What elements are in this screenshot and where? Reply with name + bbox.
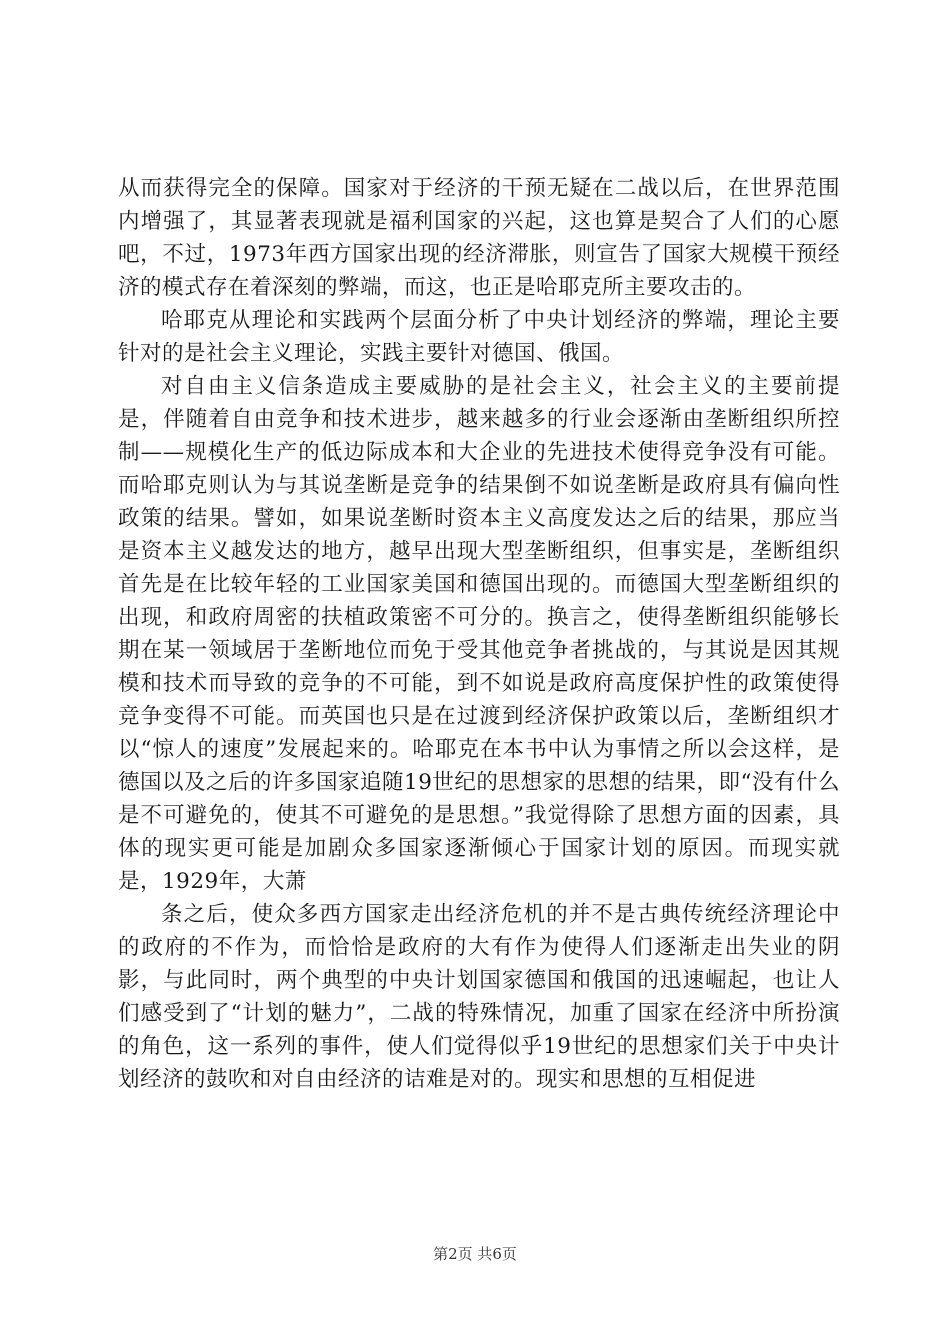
document-body <box>118 172 840 1096</box>
paragraph-3: 对自由主义信条造成主要威胁的是社会主义，社会主义的主要前提是，伴随着自由竞争和技术进步，越来越多的行业会逐渐由垄断组织所控制——规模化生产的低边际成本和大企业的先进技术使得竞争没有可能。而哈耶克则认为与其说垄断是竞争的结果倒不如说垄断是政府具有偏向性政策的结果。譬如，如果说垄断时资本主义高度发达之后的结果，那应当是资本主义越发达的地方，越早出现大型垄断组织，但事实是，垄断组织首先是在比较年轻的工业国家美国和德国出现的。而德国大型垄断组织的出现，和政府周密的扶植政策密不可分的。换言之，使得垄断组织能够长期在某一领域居于垄断地位而免于受其他竞争者挑战的，与其说是因其规模和技术而导致的竞争的不可能，到不如说是政府高度保护性的政策使得竞争变得不可能。而英国也只是在过渡到经济保护政策以后，垄断组织才以“惊人的速度”发展起来的。哈耶克在本书中认为事情之所以会这样，是德国以及之后的许多国家追随19世纪的思想家的思想的结果，即“没有什么是不可避免的，使其不可避免的是思想。”我觉得除了思想方面的因素，具体的现实更可能是加剧众多国家逐渐倾心于国家计划的原因。而现实就是，1929年，大萧 <box>118 374 840 894</box>
paragraph-1: 从而获得完全的保障。国家对于经济的干预无疑在二战以后，在世界范围内增强了，其显著表现就是福利国家的兴起，这也算是契合了人们的心愿吧，不过，1973年西方国家出现的经济滞胀，则宣告了国家大规模干预经济的模式存在着深刻的弊端，而这，也正是哈耶克所主要攻击的。 <box>118 176 840 300</box>
page-number-footer: 第2页 共6页 <box>433 1245 517 1263</box>
paragraph-4: 条之后，使众多西方国家走出经济危机的并不是古典传统经济理论中的政府的不作为，而恰恰是政府的大有作为使得人们逐渐走出失业的阴影，与此同时，两个典型的中央计划国家德国和俄国的迅速崛起，也让人们感受到了“计划的魅力”，二战的特殊情况，加重了国家在经济中所扮演的角色，这一系列的事件，使人们觉得似乎19世纪的思想家们关于中央计划经济的鼓吹和对自由经济的诘难是对的。现实和思想的互相促进 <box>118 902 840 1092</box>
paragraph-2: 哈耶克从理论和实践两个层面分析了中央计划经济的弊端，理论主要针对的是社会主义理论，实践主要针对德国、俄国。 <box>118 308 840 366</box>
